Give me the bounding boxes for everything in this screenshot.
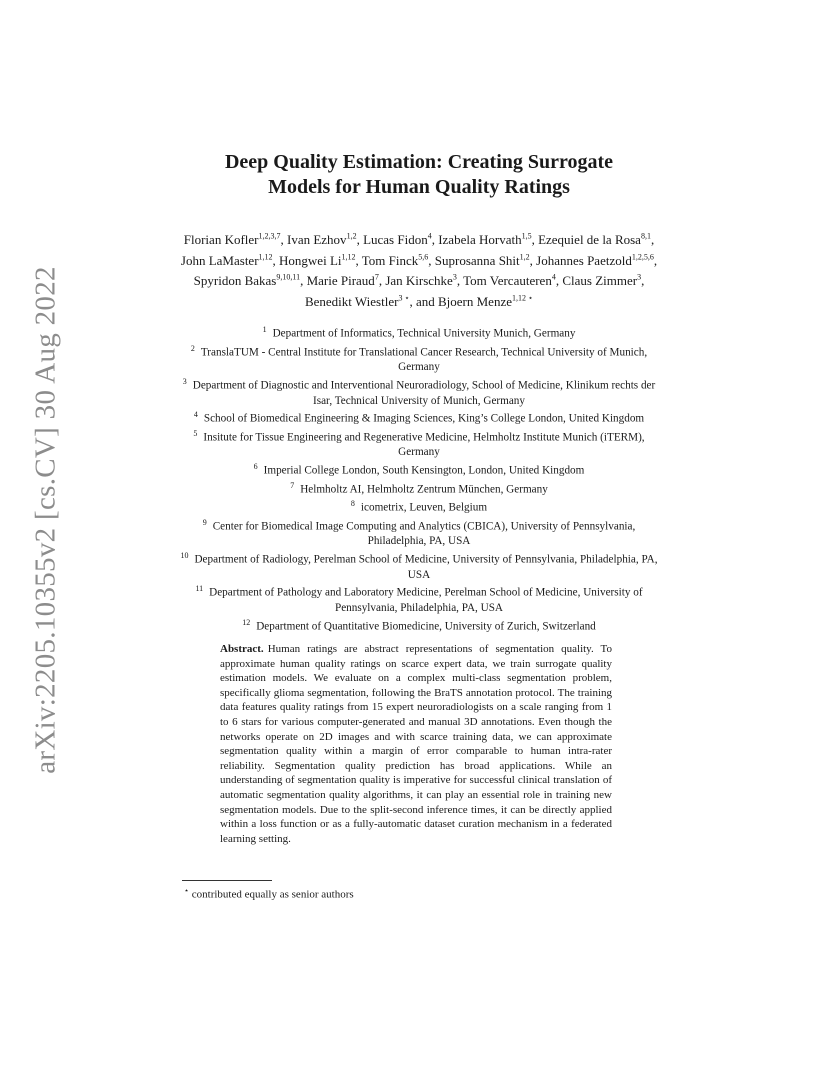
author: Marie Piraud$^7$, (306, 273, 386, 289)
author: Tom Finck$^{5,6}$, (361, 252, 435, 268)
author: Florian Kofler$^{1,2,3,7}$, (183, 232, 287, 248)
footnote-text: contributed equally as senior authors (191, 888, 354, 901)
title-line-2: Models for Human Quality Ratings (268, 176, 570, 198)
author: Ezequiel de la Rosa$^{8,1}$, (538, 232, 655, 248)
affiliation: $^6$ Imperial College London, South Kensington, London, United Kingdom (253, 462, 585, 477)
affiliation: $^{10}$ Department of Radiology, Perelman School of Medicine, University of Pennsylvania, Philadelphia, PA, USA (180, 551, 658, 581)
author: Lucas Fidon$^4$, (363, 232, 439, 248)
paper-title (175, 150, 663, 200)
author: Ivan Ezhov$^{1,2}$, (287, 232, 364, 248)
author: Izabela Horvath$^{1,5}$, (438, 232, 539, 248)
author: Tom Vercauteren$^4$, (463, 273, 563, 289)
author-list (175, 228, 663, 310)
footnote (184, 886, 354, 901)
affiliation: $^2$ TranslaTUM - Central Institute for Translational Cancer Research, Technical University of Munich, Germany (190, 343, 648, 374)
footnote-mark: ⋆ (184, 886, 190, 895)
author: Claus Zimmer$^3$, (562, 273, 645, 289)
affiliation: $^{12}$ Department of Quantitative Biomedicine, University of Zurich, Switzerland (242, 617, 596, 633)
affiliation: $^8$ icometrix, Leuven, Belgium (350, 499, 488, 514)
affiliation-list (175, 323, 663, 634)
affiliation: $^5$ Insitute for Tissue Engineering and Regenerative Medicine, Helmholtz Institute Munich (iTERM), Germany (193, 428, 645, 459)
affiliation: $^3$ Department of Diagnostic and Interventional Neuroradiology, School of Medicine, Klinikum rechts der Isar, Technical University of Munich, Germany (182, 376, 656, 407)
author: Suprosanna Shit$^{1,2}$, (434, 252, 537, 268)
author: Jan Kirschke$^3$, (385, 273, 464, 289)
author: John LaMaster$^{1,12}$, (180, 252, 280, 268)
affiliation: $^4$ School of Biomedical Engineering & Imaging Sciences, King’s College London, United Kingdom (193, 410, 645, 426)
author: Benedikt Wiestler$^{3 ⋆}$, and (304, 293, 438, 309)
author: Bjoern Menze$^{1,12 ⋆}$ (437, 293, 534, 309)
abstract (220, 642, 612, 846)
title-line-1: Deep Quality Estimation: Creating Surrogate (224, 151, 614, 173)
arxiv-watermark: arXiv:2205.10355v2 [cs.CV] 30 Aug 2022 (29, 266, 62, 774)
affiliation: $^{11}$ Department of Pathology and Laboratory Medicine, Perelman School of Medicine, University of Pennsylvania, Philadelphia, PA, USA (195, 584, 643, 614)
affiliation: $^1$ Department of Informatics, Technical University Munich, Germany (262, 325, 576, 340)
footnote-rule (182, 880, 272, 881)
abstract-body: Human ratings are abstract representations of segmentation quality. To approximate human quality ratings on scarce expert data, we train surrogate quality estimation models. We evaluate on a complex multi-class segmentation problem, specifically glioma segmentation, following the BraTS annotation protocol. The training data features quality ratings from 15 expert neuroradiologists on a scale ranging from 1 to 6 stars for various computer-generated and manual 3D annotations. Even though the networks operate on 2D images and with scarce training data, we can approximate segmentation quality within a margin of error comparable to human intra-rater reliability. Segmentation quality prediction has broad applications. While an understanding of segmentation quality is imperative for successful clinical translation of automatic segmentation quality algorithms, it can play an essential role in training new segmentation models. Due to the split-second inference times, it can be directly applied within a loss function or as a fully-automatic dataset curation mechanism in a federated learning setting. (220, 643, 612, 845)
affiliation: $^7$ Helmholtz AI, Helmholtz Zentrum München, Germany (290, 480, 548, 496)
abstract-heading: Abstract. (220, 643, 264, 655)
author: Hongwei Li$^{1,12}$, (279, 252, 362, 268)
paper-header (175, 150, 663, 634)
author: Johannes Paetzold$^{1,2,5,6}$, (536, 252, 658, 268)
affiliation: $^9$ Center for Biomedical Image Computing and Analytics (CBICA), University of Pennsylvania, Philadelphia, PA, USA (202, 517, 636, 548)
author: Spyridon Bakas$^{9,10,11}$, (193, 273, 307, 289)
